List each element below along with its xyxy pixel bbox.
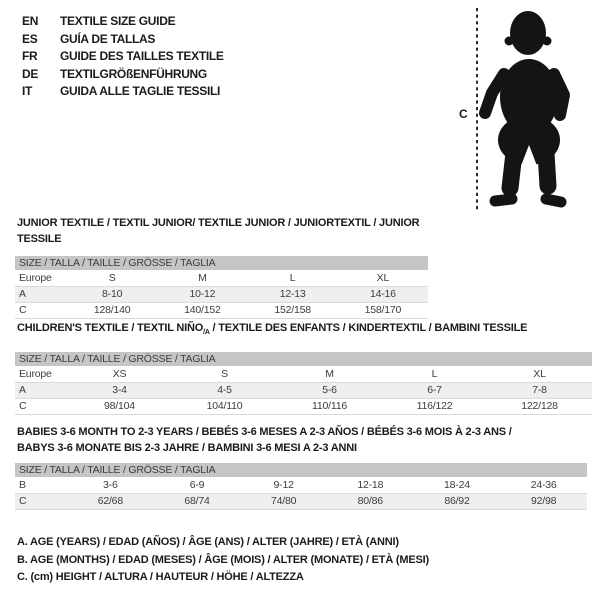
height-label-c: C (459, 107, 468, 121)
table-cell: 128/140 (67, 302, 157, 318)
table-row (15, 286, 428, 302)
table-title-text: CHILDREN'S TEXTILE / TEXTIL NIÑO (17, 322, 204, 334)
table-cell: 4-5 (172, 382, 277, 398)
language-row (22, 48, 224, 66)
size-table-children (15, 366, 592, 415)
table-cell: M (157, 270, 247, 286)
language-row (22, 13, 224, 31)
language-row (22, 66, 224, 84)
table-title (15, 424, 587, 456)
table-cell: L (382, 366, 487, 382)
size-header-band: SIZE / TALLA / TAILLE / GRÖSSE / TAGLIA (15, 352, 592, 366)
table-cell: 80/86 (327, 493, 414, 509)
table-cell: 12-13 (248, 286, 338, 302)
table-row (15, 493, 587, 509)
table-title-text: BABIES 3-6 MONTH TO 2-3 YEARS / BEBÉS 3-6 MESES A 2-3 AÑOS / BÉBÉS 3-6 MOIS À 2-3 ANS / (17, 426, 512, 438)
language-label: TEXTILE SIZE GUIDE (60, 14, 176, 28)
table-row (15, 477, 587, 493)
size-header-band: SIZE / TALLA / TAILLE / GRÖSSE / TAGLIA (15, 463, 587, 477)
baby-figure (450, 0, 600, 215)
table-cell: 18-24 (414, 477, 501, 493)
table-cell: 98/104 (67, 398, 172, 414)
language-row (22, 31, 224, 49)
table-title-line (17, 440, 587, 456)
legend-line: B. AGE (MONTHS) / EDAD (MESES) / ÂGE (MOIS) / ALTER (MONATE) / ETÀ (MESI) (17, 553, 429, 566)
table-cell: 92/98 (500, 493, 587, 509)
table-cell: 24-36 (500, 477, 587, 493)
row-label: C (15, 302, 67, 318)
table-cell: 68/74 (154, 493, 241, 509)
language-code: EN (22, 14, 39, 28)
table-title-text: BABYS 3-6 MONATE BIS 2-3 JAHRE / BAMBINI 3-6 MESI A 2-3 ANNI (17, 442, 357, 454)
language-label: GUIDA ALLE TAGLIE TESSILI (60, 84, 221, 98)
size-table-babies (15, 477, 587, 510)
table-cell: M (277, 366, 382, 382)
table-cell: 74/80 (240, 493, 327, 509)
table-cell: 3-6 (67, 477, 154, 493)
language-row (22, 83, 224, 101)
baby-silhouette-svg (450, 0, 600, 215)
table-cell: XS (67, 366, 172, 382)
legend-line: C. (cm) HEIGHT / ALTURA / HAUTEUR / HÖHE / ALTEZZA (17, 571, 304, 583)
table-cell: 9-12 (240, 477, 327, 493)
table-cell: 14-16 (338, 286, 428, 302)
language-code: DE (22, 66, 39, 81)
table-cell: 122/128 (487, 398, 592, 414)
legend (17, 534, 429, 587)
table-cell: 116/122 (382, 398, 487, 414)
table-row (15, 382, 592, 398)
table-cell: XL (487, 366, 592, 382)
table-cell: XL (338, 270, 428, 286)
table-cell: S (172, 366, 277, 382)
table-title (15, 320, 592, 341)
language-code: ES (22, 31, 38, 46)
language-label: GUIDE DES TAILLES TEXTILE (60, 49, 224, 63)
table-cell: 8-10 (67, 286, 157, 302)
table-cell: 140/152 (157, 302, 247, 318)
legend-line: A. AGE (YEARS) / EDAD (AÑOS) / ÂGE (ANS) / ALTER (JAHRE) / ETÀ (ANNI) (17, 536, 399, 548)
table-cell: L (248, 270, 338, 286)
size-header-band: SIZE / TALLA / TAILLE / GRÖSSE / TAGLIA (15, 256, 428, 270)
section-junior (15, 215, 428, 319)
language-label: GUÍA DE TALLAS (60, 31, 156, 46)
row-label: Europe (15, 366, 67, 382)
section-babies (15, 424, 587, 510)
table-row (15, 366, 592, 382)
language-code: FR (22, 49, 38, 63)
row-label: A (15, 286, 67, 302)
baby-silhouette (485, 11, 564, 202)
table-cell: 7-8 (487, 382, 592, 398)
table-cell: 110/116 (277, 398, 382, 414)
table-row (15, 302, 428, 318)
row-label: C (15, 493, 67, 509)
table-cell: 12-18 (327, 477, 414, 493)
table-cell: 3-4 (67, 382, 172, 398)
table-title-text: JUNIOR TEXTILE / TEXTIL JUNIOR/ TEXTILE JUNIOR / JUNIORTEXTIL / JUNIOR TESSILE (17, 217, 420, 245)
table-title-text: / TEXTILE DES ENFANTS / KINDERTEXTIL / BAMBINI TESSILE (209, 322, 528, 334)
table-cell: 10-12 (157, 286, 247, 302)
section-children (15, 320, 592, 415)
table-cell: 5-6 (277, 382, 382, 398)
language-label: TEXTILGRÖßENFÜHRUNG (60, 66, 207, 81)
row-label: C (15, 398, 67, 414)
table-row (15, 270, 428, 286)
row-label: Europe (15, 270, 67, 286)
table-title-line (17, 424, 587, 440)
table-cell: 6-9 (154, 477, 241, 493)
table-title-line (17, 320, 592, 341)
table-cell: 104/110 (172, 398, 277, 414)
language-code: IT (22, 84, 33, 98)
table-row (15, 398, 592, 414)
table-cell: 152/158 (248, 302, 338, 318)
table-title-subscript: /A (203, 329, 210, 337)
row-label: B (15, 477, 67, 493)
row-label: A (15, 382, 67, 398)
table-title (15, 215, 428, 247)
language-list (22, 13, 224, 101)
table-cell: S (67, 270, 157, 286)
table-cell: 62/68 (67, 493, 154, 509)
table-cell: 86/92 (414, 493, 501, 509)
table-cell: 158/170 (338, 302, 428, 318)
table-title-line (17, 215, 428, 247)
table-cell: 6-7 (382, 382, 487, 398)
size-table-junior (15, 270, 428, 319)
